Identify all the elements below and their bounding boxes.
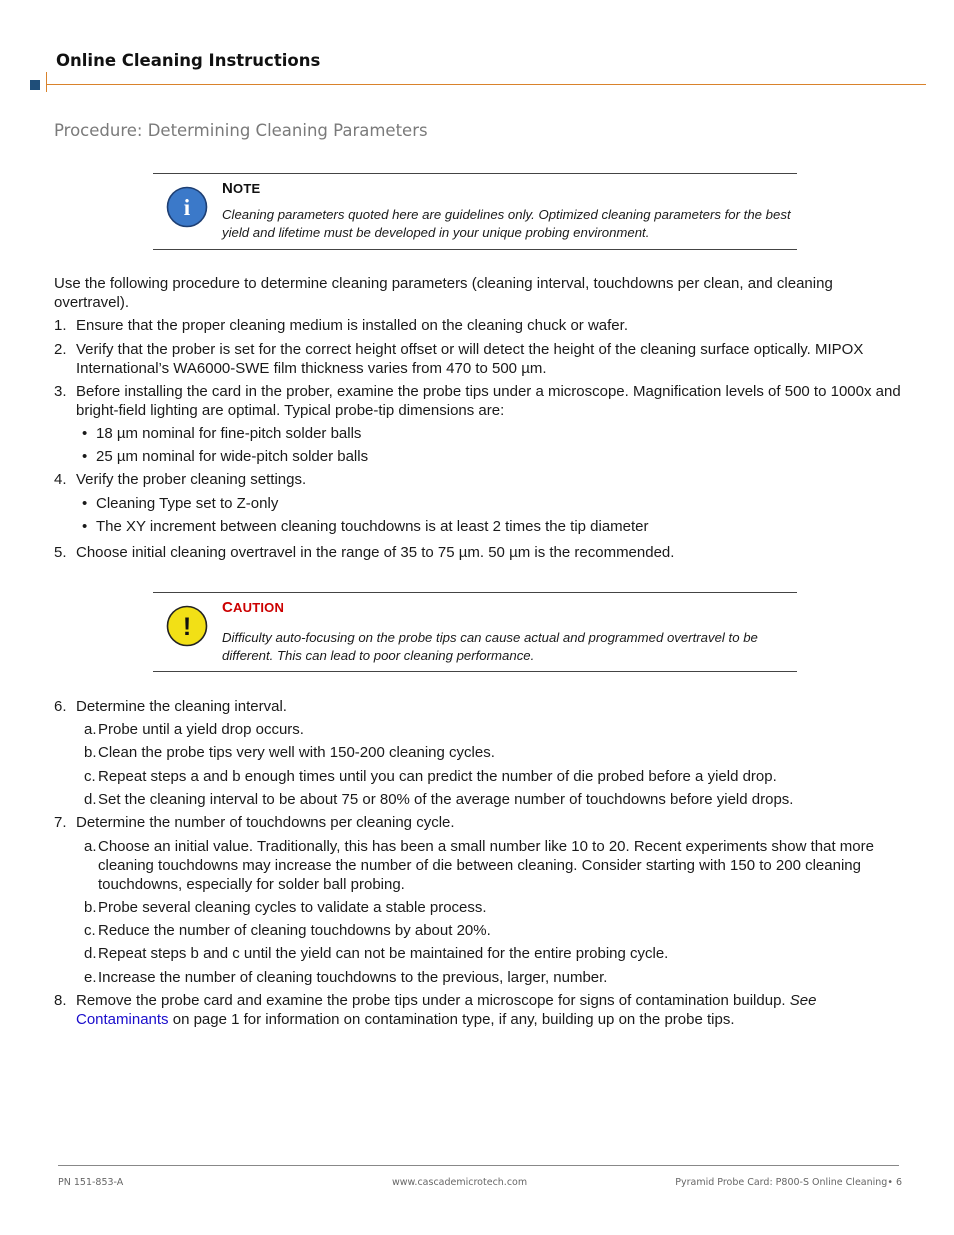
caution-title: CAUTION — [222, 599, 285, 616]
see-reference: See — [789, 992, 817, 1009]
substep-letter: c. — [84, 768, 96, 785]
step-7-substep: Repeat steps b and c until the yield can not be maintained for the entire probing cycle. — [98, 945, 669, 962]
page-header-title: Online Cleaning Instructions — [56, 51, 321, 70]
step-number: 4. — [54, 471, 67, 488]
substep-letter: b. — [84, 744, 97, 761]
substep-letter: a. — [84, 721, 97, 738]
caution-callout — [153, 592, 797, 672]
step-6-text: Determine the cleaning interval. — [76, 698, 287, 715]
step-7-substep: Increase the number of cleaning touchdowns to the previous, larger, number. — [98, 969, 608, 986]
svg-text:i: i — [183, 195, 191, 220]
step-1-text: Ensure that the proper cleaning medium is installed on the cleaning chuck or wafer. — [76, 317, 628, 334]
step-number: 7. — [54, 814, 67, 831]
step-number: 8. — [54, 992, 67, 1009]
substep-letter: e. — [84, 969, 97, 986]
caution-body: Difficulty auto-focusing on the probe tips can cause actual and programmed overtravel to be different. This can lead to poor cleaning performance. — [222, 630, 758, 663]
step-7-substep: Choose an initial value. Traditionally, this has been a small number like 10 to 20. Recent experiments show that more cleaning touchdowns may increase the number of die between cleaning. Consider starting with 150 to 200 cleaning touchdowns, especially for solder ball probing. — [98, 838, 874, 893]
header-rule-divider — [46, 84, 926, 85]
svg-text:!: ! — [182, 613, 192, 641]
step-4-bullet: The XY increment between cleaning touchdowns is at least 2 times the tip diameter — [96, 518, 649, 535]
step-2-text: Verify that the prober is set for the correct height offset or will detect the height of the cleaning surface optically. MIPOX International’s WA6000-SWE film thickness varies from 470 to 500 µm. — [76, 341, 864, 377]
step-number: 6. — [54, 698, 67, 715]
note-callout — [153, 173, 797, 250]
substep-letter: a. — [84, 838, 97, 855]
bullet-marker: • — [82, 425, 88, 442]
intro-line-1: Use the following procedure to determine cleaning parameters (cleaning interval, touchdowns per clean, and cleaning — [54, 275, 833, 292]
step-7-substep: Probe several cleaning cycles to validate a stable process. — [98, 899, 487, 916]
bullet-marker: • — [82, 495, 88, 512]
info-icon — [166, 186, 208, 228]
step-number: 3. — [54, 383, 67, 400]
header-tick-divider — [46, 72, 47, 92]
warning-icon — [166, 605, 208, 647]
header-square-marker — [30, 80, 40, 90]
substep-letter: d. — [84, 945, 97, 962]
step-5-text: Choose initial cleaning overtravel in the range of 35 to 75 µm. 50 µm is the recommended. — [76, 544, 675, 561]
step-6-substep: Set the cleaning interval to be about 75 or 80% of the average number of touchdowns before yield drops. — [98, 791, 794, 808]
step-3-bullet: 18 µm nominal for fine-pitch solder balls — [96, 425, 362, 442]
step-4-bullet: Cleaning Type set to Z-only — [96, 495, 279, 512]
step-number: 2. — [54, 341, 67, 358]
footer-rule-divider — [58, 1165, 899, 1166]
substep-letter: d. — [84, 791, 97, 808]
step-3-bullet: 25 µm nominal for wide-pitch solder balls — [96, 448, 369, 465]
substep-letter: b. — [84, 899, 97, 916]
step-number: 5. — [54, 544, 67, 561]
footer-doc-title: Pyramid Probe Card: P800-S Online Cleaning• 6 — [675, 1177, 902, 1188]
step-number: 1. — [54, 317, 67, 334]
bullet-marker: • — [82, 518, 88, 535]
footer-part-number: PN 151-853-A — [58, 1177, 124, 1188]
bullet-marker: • — [82, 448, 88, 465]
step-7-substep: Reduce the number of cleaning touchdowns by about 20%. — [98, 922, 491, 939]
note-body: Cleaning parameters quoted here are guidelines only. Optimized cleaning parameters for the best yield and lifetime must be developed in your unique probing environment. — [222, 207, 791, 240]
step-3-text: Before installing the card in the prober, examine the probe tips under a microscope. Magnification levels of 500 to 1000x and bright-field lighting are optimal. Typical probe-tip dimensions are: — [76, 383, 901, 419]
intro-line-2: overtravel). — [54, 294, 130, 311]
step-7-text: Determine the number of touchdowns per cleaning cycle. — [76, 814, 455, 831]
step-6-substep: Probe until a yield drop occurs. — [98, 721, 304, 738]
contaminants-link[interactable]: Contaminants — [76, 1011, 169, 1028]
step-4-text: Verify the prober cleaning settings. — [76, 471, 307, 488]
step-6-substep: Clean the probe tips very well with 150-200 cleaning cycles. — [98, 744, 495, 761]
note-title: NOTE — [222, 180, 261, 197]
step-8-text: Remove the probe card and examine the probe tips under a microscope for signs of contamination buildup. See Contaminants on page 1 for information on contamination type, if any, building up on the probe tips. — [76, 992, 817, 1028]
section-heading: Procedure: Determining Cleaning Parameters — [54, 121, 428, 140]
step-6-substep: Repeat steps a and b enough times until you can predict the number of die probed before a yield drop. — [98, 768, 777, 785]
substep-letter: c. — [84, 922, 96, 939]
footer-website: www.cascademicrotech.com — [392, 1177, 528, 1188]
